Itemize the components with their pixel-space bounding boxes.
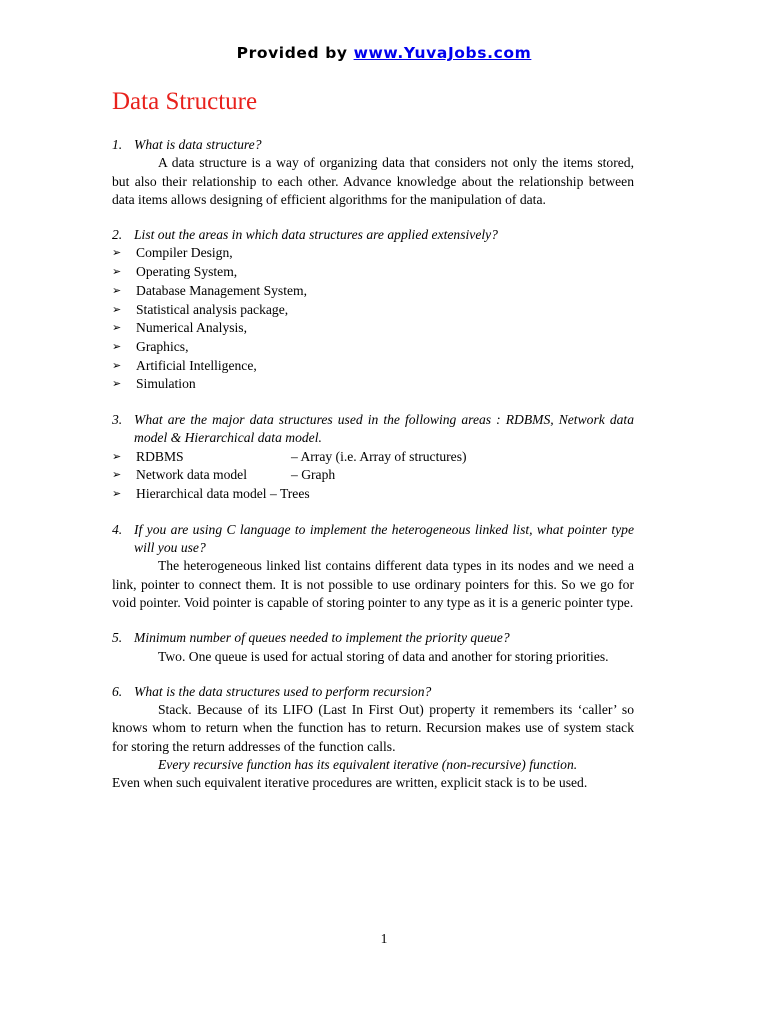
arrow-bullet-icon: ➢ [112,321,122,335]
arrow-bullet-icon: ➢ [112,340,122,353]
question-text: What are the major data structures used in the following areas : RDBMS, Network data model & Hierarchical data model. [134,412,634,446]
model-label: RDBMS [136,448,184,464]
arrow-bullet-icon: ➢ [112,377,122,391]
section-gap [112,504,634,521]
answer-5: Two. One queue is used for actual storing of data and another for storing priorities. [158,648,609,664]
model-structure: – Trees [270,486,310,502]
model-label: Hierarchical data model [136,486,267,502]
question-number: 5. [112,630,123,646]
question-number: 3. [112,412,123,428]
yuvajobs-link[interactable]: www.YuvaJobs.com [353,44,532,62]
arrow-bullet-icon: ➢ [112,449,122,463]
document-title: Data Structure [112,88,258,115]
answer-6-italic: Every recursive function has its equivalent iterative (non-recursive) function. [158,757,578,773]
section-gap [112,394,634,411]
list-item: ➢ Database Management System, [112,282,634,301]
question-text: If you are using C language to implement the heterogeneous linked list, what pointer type will you use? [134,521,634,556]
section-gap [112,666,634,683]
list-item [112,466,634,485]
section-gap [112,612,634,629]
model-label: Network data model [136,467,247,483]
list-item [112,448,634,467]
question-2 [112,226,634,244]
question-number: 1. [112,137,123,152]
data-model-list [112,448,634,504]
question-number: 6. [112,683,123,699]
list-item: ➢ Simulation [112,375,634,394]
section-gap [112,209,634,226]
model-structure: – Graph [291,467,336,483]
list-item: ➢ Graphics, [112,338,634,357]
arrow-bullet-icon: ➢ [112,283,122,297]
arrow-bullet-icon: ➢ [112,246,122,260]
question-6 [112,683,634,701]
list-item [112,485,634,504]
list-item: ➢ Statistical analysis package, [112,301,634,320]
model-structure: – Array (i.e. Array of structures) [291,448,467,464]
answer-4: The heterogeneous linked list contains different data types in its nodes and we need a link, pointer to connect them. It is not possible to use ordinary pointers for this. So we go for void pointer. Void pointer is capable of storing pointer to any type as it is a generic pointer type. [112,558,634,610]
page-number: 1 [380,931,388,946]
question-text: Minimum number of queues needed to implement the priority queue? [134,630,510,646]
arrow-bullet-icon: ➢ [112,487,122,501]
answer-1: A data structure is a way of organizing data that considers not only the items stored, but also their relationship to each other. Advance knowledge about the relationship between data items allows designing of efficient algorithms for the manipulation of data. [112,155,634,207]
list-item: ➢ Numerical Analysis, [112,319,634,338]
list-item: ➢ Operating System, [112,263,634,282]
question-text: What is data structure? [134,137,262,152]
answer-6-tail: Even when such equivalent iterative procedures are written, explicit stack is to be used. [112,775,588,791]
provided-by-label: Provided by [236,44,354,62]
arrow-bullet-icon: ➢ [112,265,122,279]
question-3 [112,411,634,448]
question-text: What is the data structures used to perform recursion? [134,683,432,699]
question-4 [112,521,634,558]
answer-6: Stack. Because of its LIFO (Last In First Out) property it remembers its ‘caller’ so knows whom to return when the function has to return. Recursion makes use of system stack for storing the return addresses of the function calls. [112,702,634,754]
list-item: ➢ Compiler Design, [112,244,634,263]
application-areas-list [112,244,634,394]
arrow-bullet-icon: ➢ [112,468,122,482]
question-5 [112,629,634,647]
question-number: 4. [112,521,123,537]
list-item: ➢ Artificial Intelligence, [112,357,634,376]
arrow-bullet-icon: ➢ [112,302,122,316]
provided-by-header [0,44,768,62]
arrow-bullet-icon: ➢ [112,358,122,372]
question-1 [112,136,634,154]
question-text: List out the areas in which data structures are applied extensively? [134,227,498,243]
document-body [112,136,634,793]
question-number: 2. [112,227,123,243]
